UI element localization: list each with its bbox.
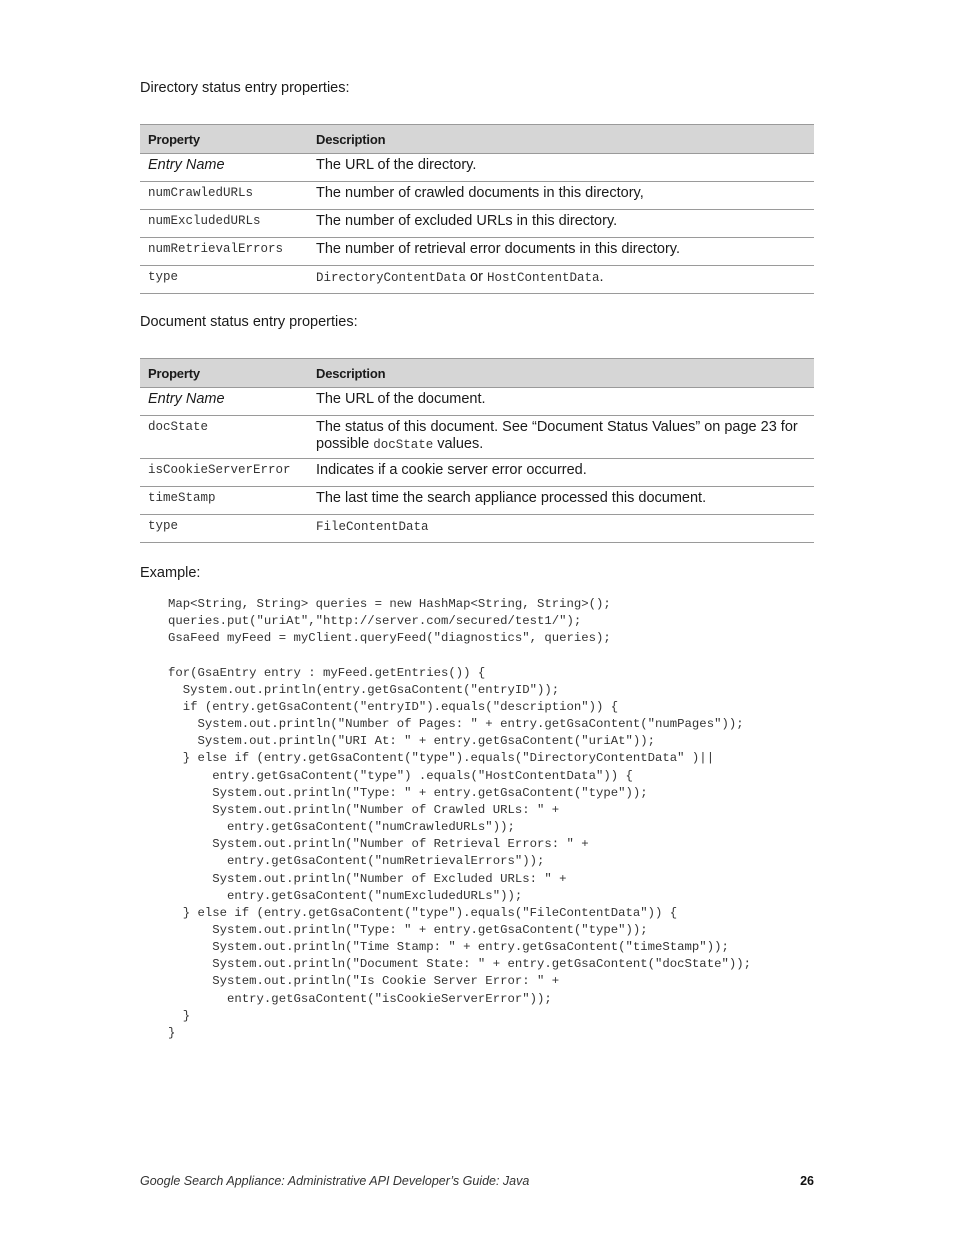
- description-cell: Indicates if a cookie server error occurred.: [308, 459, 814, 487]
- description-cell: The number of retrieval error documents in this directory.: [308, 238, 814, 266]
- footer-title: Google Search Appliance: Administrative API Developer’s Guide: Java: [140, 1174, 530, 1188]
- code-example: Map<String, String> queries = new HashMap<String, String>(); queries.put("uriAt","http://server.com/secured/test1/"); GsaFeed myFeed = myClient.queryFeed("diagnostics", queries); for(GsaEntry entry : myFeed.getEntries()) { System.out.println(entry.getGsaContent("entryID")); if (entry.getGsaContent("entryID").equals("description")) { System.out.println("Number of Pages: " + entry.getGsaContent("numPages")); System.out.println("URI At: " + entry.getGsaContent("uriAt")); } else if (entry.getGsaContent("type").equals("DirectoryContentData" )|| entry.getGsaContent("type") .equals("HostContentData")) { System.out.println("Type: " + entry.getGsaContent("type")); System.out.println("Number of Crawled URLs: " + entry.getGsaContent("numCrawledURLs")); System.out.println("Number of Retrieval Errors: " + entry.getGsaContent("numRetrievalErrors")); System.out.println("Number of Excluded URLs: " + entry.getGsaContent("numExcludedURLs")); } else if (entry.getGsaContent("type").equals("FileContentData")) { System.out.println("Type: " + entry.getGsaContent("type")); System.out.println("Time Stamp: " + entry.getGsaContent("timeStamp")); System.out.println("Document State: " + entry.getGsaContent("docState")); System.out.println("Is Cookie Server Error: " + entry.getGsaContent("isCookieServerError")); } }: [168, 597, 751, 1040]
- property-cell: numCrawledURLs: [140, 182, 308, 210]
- property-cell: Entry Name: [140, 154, 308, 182]
- property-cell: type: [140, 266, 308, 294]
- table-row: [140, 210, 814, 238]
- column-header-description: Description: [308, 125, 814, 154]
- table-row: [140, 416, 814, 459]
- column-header-description: Description: [308, 359, 814, 388]
- table-header-row: [140, 125, 814, 154]
- table-row: [140, 154, 814, 182]
- table-header-row: [140, 359, 814, 388]
- table-row: [140, 459, 814, 487]
- description-text: or: [466, 269, 487, 285]
- code-text: docState: [373, 438, 434, 452]
- description-cell: The number of excluded URLs in this directory.: [308, 210, 814, 238]
- table-row: [140, 487, 814, 515]
- table-row: [140, 388, 814, 416]
- table-row: [140, 266, 814, 294]
- table-row: [140, 515, 814, 543]
- directory-intro: Directory status entry properties:: [140, 80, 350, 96]
- document-intro: Document status entry properties:: [140, 314, 358, 330]
- column-header-property: Property: [140, 359, 308, 388]
- table-row: [140, 238, 814, 266]
- directory-properties-table: [140, 124, 814, 294]
- description-text: The status of this document. See “Document Status Values” on page 23 for possible: [316, 419, 798, 452]
- description-text: .: [599, 269, 604, 285]
- description-cell: The URL of the directory.: [308, 154, 814, 182]
- property-cell: numRetrievalErrors: [140, 238, 308, 266]
- property-cell: docState: [140, 416, 308, 459]
- property-cell: timeStamp: [140, 487, 308, 515]
- property-cell: Entry Name: [140, 388, 308, 416]
- code-text: DirectoryContentData: [316, 271, 467, 285]
- code-text: HostContentData: [486, 271, 600, 285]
- column-header-property: Property: [140, 125, 308, 154]
- property-cell: type: [140, 515, 308, 543]
- description-cell: The last time the search appliance processed this document.: [308, 487, 814, 515]
- description-cell: [308, 266, 814, 294]
- table-row: [140, 182, 814, 210]
- description-cell: The number of crawled documents in this directory,: [308, 182, 814, 210]
- description-text: values.: [433, 436, 484, 452]
- document-properties-table: [140, 358, 814, 543]
- property-cell: numExcludedURLs: [140, 210, 308, 238]
- example-label: Example:: [140, 565, 201, 581]
- page-number: 26: [800, 1174, 814, 1188]
- description-cell: [308, 416, 814, 459]
- description-cell: [308, 515, 814, 543]
- code-text: FileContentData: [316, 520, 429, 534]
- property-cell: isCookieServerError: [140, 459, 308, 487]
- description-cell: The URL of the document.: [308, 388, 814, 416]
